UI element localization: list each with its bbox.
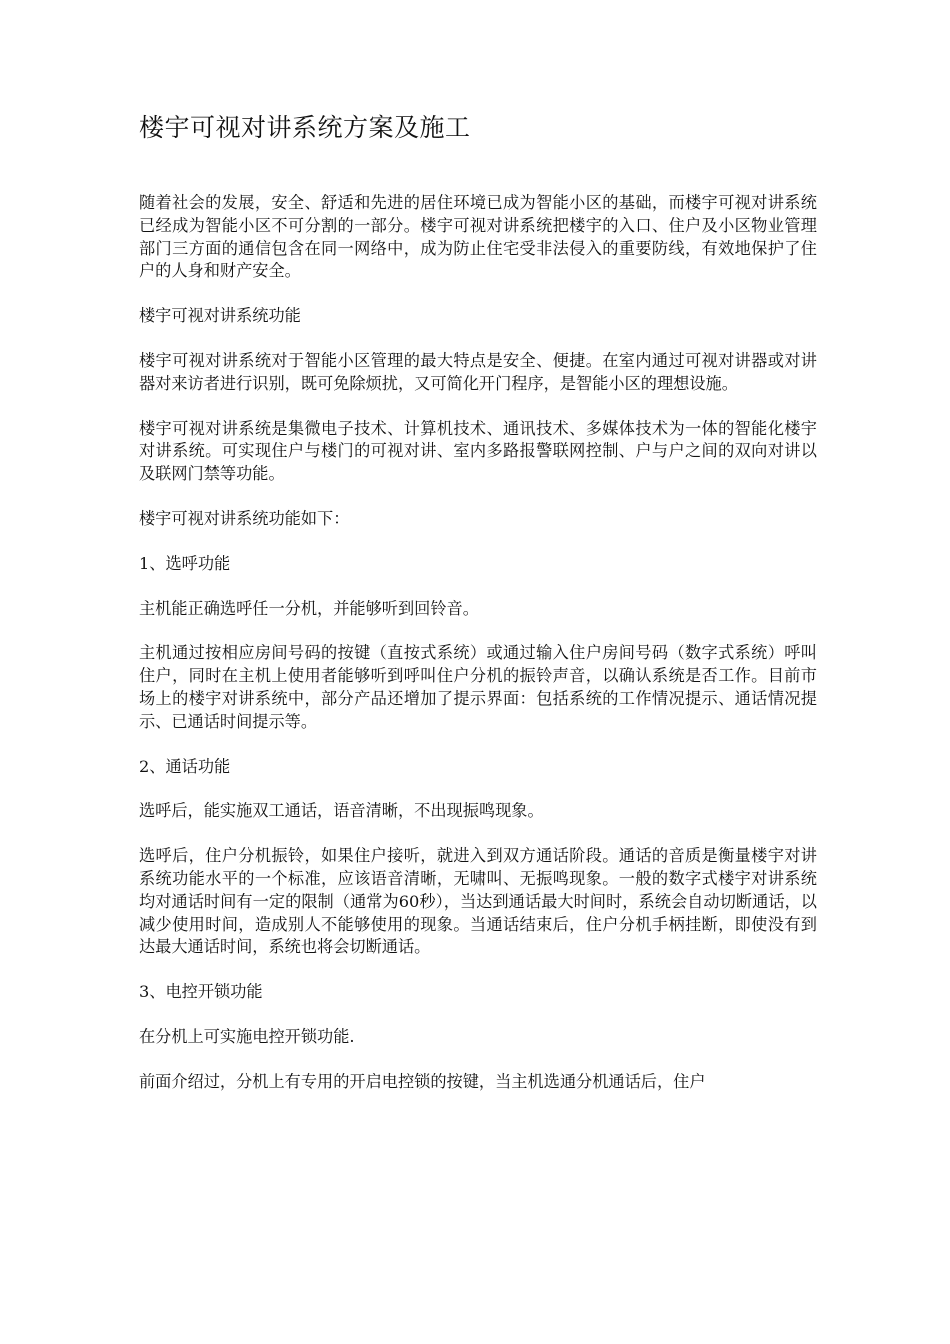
paragraph-select-call-detail: 主机通过按相应房间号码的按键（直按式系统）或通过输入住户房间号码（数字式系统）呼叫住户，同时在主机上使用者能够听到呼叫住户分机的振铃声音，以确认系统是否工作。目前市场上的楼宇对讲系统中，部分产品还增加了提示界面：包括系统的工作情况提示、通话情况提示、已通话时间提示等。 bbox=[139, 643, 817, 731]
paragraph-unlock-summary: 在分机上可实施电控开锁功能. bbox=[139, 1026, 355, 1046]
paragraph-function-list-intro: 楼宇可视对讲系统功能如下： bbox=[139, 508, 350, 528]
paragraph-talk-detail: 选呼后，住户分机振铃，如果住户接听，就进入到双方通话阶段。通话的音质是衡量楼宇对讲系统功能水平的一个标准，应该语音清晰，无啸叫、无振鸣现象。一般的数字式楼宇对讲系统均对通话时间有一定的限制（通常为60秒），当达到通话最大时间时，系统会自动切断通话，以减少使用时间，造成别人不能够使用的现象。当通话结束后，住户分机手柄挂断，即使没有到达最大通话时间，系统也将会切断通话。 bbox=[139, 846, 817, 957]
document-page bbox=[139, 108, 817, 1116]
intro-paragraph: 随着社会的发展，安全、舒适和先进的居住环境已成为智能小区的基础，而楼宇可视对讲系统已经成为智能小区不可分割的一部分。楼宇可视对讲系统把楼宇的入口、住户及小区物业管理部门三方面的通信包含在同一网络中，成为防止住宅受非法侵入的重要防线，有效地保护了住户的人身和财产安全。 bbox=[139, 193, 817, 281]
paragraph-talk-summary: 选呼后，能实施双工通话，语音清晰，不出现振鸣现象。 bbox=[139, 801, 544, 821]
paragraph-features: 楼宇可视对讲系统对于智能小区管理的最大特点是安全、便捷。在室内通过可视对讲器或对讲器对来访者进行识别，既可免除烦扰，又可简化开门程序，是智能小区的理想设施。 bbox=[139, 350, 817, 393]
section-heading-functions: 楼宇可视对讲系统功能 bbox=[139, 306, 301, 326]
heading-unlock: 3、电控开锁功能 bbox=[139, 982, 263, 1002]
paragraph-select-call-summary: 主机能正确选呼任一分机，并能够听到回铃音。 bbox=[139, 598, 479, 618]
paragraph-technology: 楼宇可视对讲系统是集微电子技术、计算机技术、通讯技术、多媒体技术为一体的智能化楼宇对讲系统。可实现住户与楼门的可视对讲、室内多路报警联网控制、户与户之间的双向对讲以及联网门禁等功能。 bbox=[139, 418, 817, 484]
heading-talk: 2、通话功能 bbox=[139, 756, 231, 776]
document-title: 楼宇可视对讲系统方案及施工 bbox=[139, 113, 471, 142]
heading-select-call: 1、选呼功能 bbox=[139, 553, 231, 573]
paragraph-unlock-detail: 前面介绍过，分机上有专用的开启电控锁的按键，当主机选通分机通话后，住户 bbox=[139, 1071, 706, 1091]
